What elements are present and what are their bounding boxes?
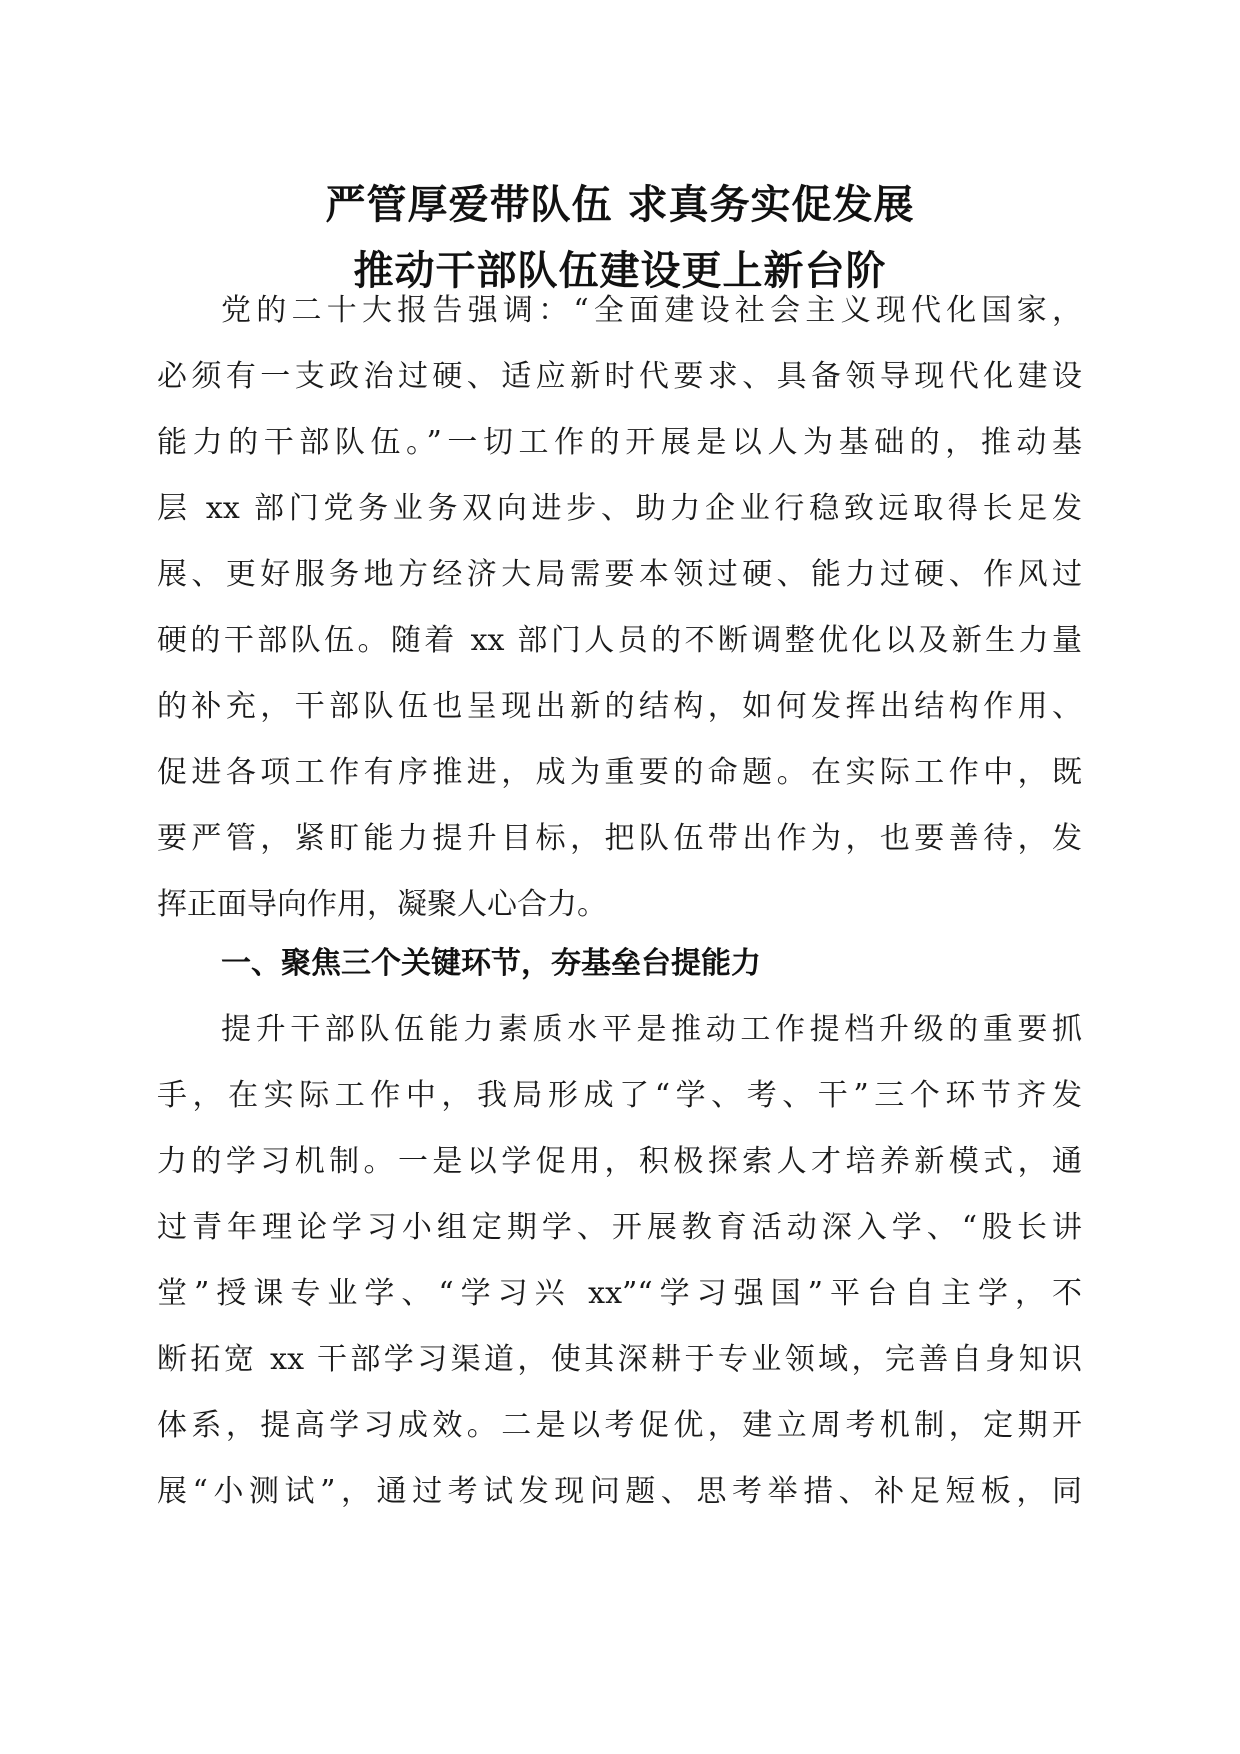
paragraph-line: 体系，提高学习成效。二是以考促优，建立周考机制，定期开 [157, 1408, 1082, 1443]
paragraph-line: 促进各项工作有序推进，成为重要的命题。在实际工作中，既 [157, 755, 1082, 790]
paragraph-line: 提升干部队伍能力素质水平是推动工作提档升级的重要抓 [221, 1012, 1082, 1047]
paragraph-line: 过青年理论学习小组定期学、开展教育活动深入学、“股长讲 [157, 1210, 1082, 1245]
section-heading: 一、聚焦三个关键环节，夯基垒台提能力 [221, 946, 761, 981]
paragraph-line: 硬的干部队伍。随着 xx 部门人员的不断调整优化以及新生力量 [157, 623, 1082, 658]
paragraph-line: 力的学习机制。一是以学促用，积极探索人才培养新模式，通 [157, 1144, 1082, 1179]
title-line-2: 推动干部队伍建设更上新台阶 [353, 248, 887, 294]
paragraph-line: 必须有一支政治过硬、适应新时代要求、具备领导现代化建设 [157, 359, 1082, 394]
paragraph-line: 能力的干部队伍。”一切工作的开展是以人为基础的，推动基 [157, 425, 1082, 460]
paragraph-line: 展“小测试”，通过考试发现问题、思考举措、补足短板，同 [157, 1474, 1082, 1509]
title-line-1: 严管厚爱带队伍 求真务实促发展 [325, 182, 915, 228]
paragraph-line: 展、更好服务地方经济大局需要本领过硬、能力过硬、作风过 [157, 557, 1082, 592]
paragraph-line: 要严管，紧盯能力提升目标，把队伍带出作为，也要善待，发 [157, 821, 1082, 856]
paragraph-line: 手，在实际工作中，我局形成了“学、考、干”三个环节齐发 [157, 1078, 1082, 1113]
paragraph-line: 断拓宽 xx 干部学习渠道，使其深耕于专业领域，完善自身知识 [157, 1342, 1082, 1377]
document-title [150, 172, 1090, 304]
paragraph-line: 挥正面导向作用，凝聚人心合力。 [157, 887, 607, 922]
paragraph-line: 党的二十大报告强调：“全面建设社会主义现代化国家， [221, 293, 1082, 328]
paragraph-line: 堂”授课专业学、“学习兴 xx”“学习强国”平台自主学，不 [157, 1276, 1082, 1311]
paragraph-line: 层 xx 部门党务业务双向进步、助力企业行稳致远取得长足发 [157, 491, 1082, 526]
paragraph-line: 的补充，干部队伍也呈现出新的结构，如何发挥出结构作用、 [157, 689, 1082, 724]
